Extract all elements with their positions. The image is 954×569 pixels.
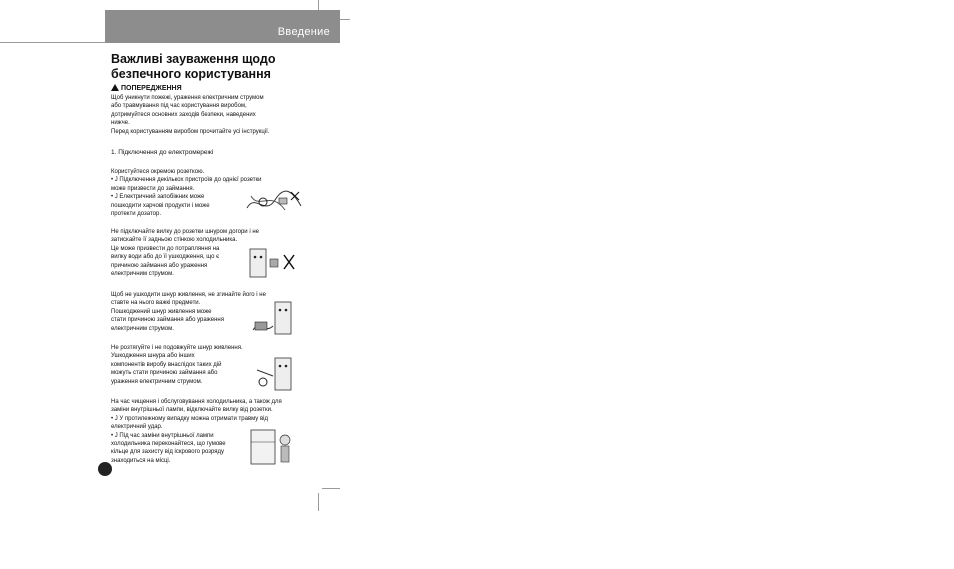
page-marker (98, 462, 112, 476)
warning-heading: ПОПЕРЕДЖЕННЯ (111, 84, 182, 92)
lamp-replacement-illustration (249, 428, 295, 468)
stretched-cord-illustration (255, 356, 297, 392)
cord-illustration (251, 300, 297, 336)
crop-mark (318, 493, 319, 511)
fridge-plug-illustration (248, 247, 298, 279)
warning-icon (111, 84, 119, 91)
crop-mark (318, 0, 319, 10)
section-heading: 1. Підключення до електромережі (111, 149, 214, 156)
safety-block: Користуйтеся окремою розеткою. • J Підключення декількох пристроїв до однієї розетки може призвести до займання. • J Електричний запобіжник може пошкодити харчові продукти і може протекти дозатор. (111, 169, 262, 218)
section-title: Введение (277, 26, 330, 38)
safety-block: На час чищення і обслуговування холодильника, а також для заміни внутрішньої лампи, відключайте вилку від розетки. • J У протилежному випадку можна отримати травму від електричний удар. • J Під час заміни внутрішньої лампи холодильника переконайтеся, що гумове кільце для захисту від іскрового розряду знаходиться на місці. (111, 399, 282, 464)
safety-block: Не підключайте вилку до розетки шнуром догори і не затискайте її задньою стінкою холодильника. Це може призвести до потрапляння на вилку води або до її ушкодження, що є причиною займання або ураження електричним струмом. (111, 229, 259, 278)
safety-block: Щоб не ушкодити шнур живлення, не згинайте його і не ставте на нього важкі предмети. Пошкоджений шнур живлення може стати причиною займання або ураження електричним струмом. (111, 292, 266, 332)
intro-text: Щоб уникнути пожежі, ураження електричним струмом або травмування під час користування виробом, дотримуйтеся основних заходів безпеки, наведених нижче. Перед користуванням виробом прочитайте усі інструкції. (111, 95, 270, 135)
manual-page (105, 10, 340, 485)
section-header (105, 10, 340, 43)
crop-mark (0, 42, 105, 43)
tangled-plugs-illustration (245, 188, 303, 218)
page-title: Важливі зауваження щодо безпечного користування (111, 52, 276, 81)
crop-mark (322, 488, 340, 489)
safety-block: Не розтягуйте і не подовжуйте шнур живлення. Ушкодження шнура або інших компонентів виробу внаслідок таких дій можуть стати причиною займання або ураження електричним струмом. (111, 345, 243, 385)
